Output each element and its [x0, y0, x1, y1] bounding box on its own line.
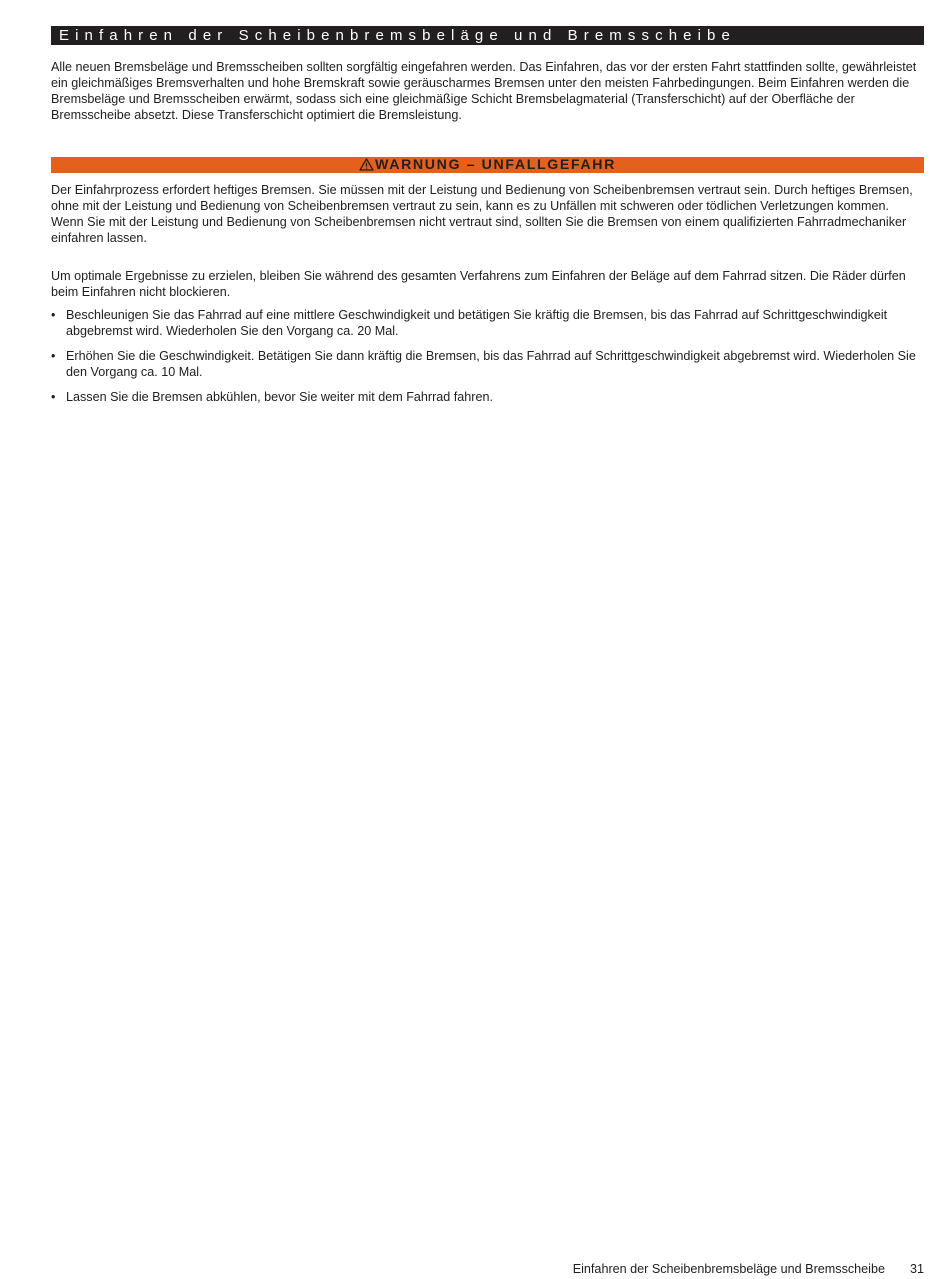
warning-title: WARNUNG – UNFALLGEFAHR: [375, 157, 616, 173]
list-item: [51, 307, 924, 339]
page-footer: [573, 1261, 924, 1277]
step-text: Lassen Sie die Bremsen abkühlen, bevor Sie weiter mit dem Fahrrad fahren.: [66, 390, 494, 404]
step-text: Erhöhen Sie die Geschwindigkeit. Betätigen Sie dann kräftig die Bremsen, bis das Fahrrad auf Schrittgeschwindigkeit abgebremst wird. Wiederholen Sie den Vorgang ca. 10 Mal.: [66, 349, 916, 379]
instructions-intro: Um optimale Ergebnisse zu erzielen, bleiben Sie während des gesamten Verfahrens zum Einfahren der Beläge auf dem Fahrrad sitzen. Die Räder dürfen beim Einfahren nicht blockieren.: [51, 269, 906, 299]
bullet-icon: •: [51, 308, 56, 322]
bullet-icon: •: [51, 390, 56, 404]
list-item: [51, 348, 924, 380]
footer-title: Einfahren der Scheibenbremsbeläge und Bremsscheibe: [572, 1262, 885, 1276]
warning-triangle-icon: [359, 158, 374, 176]
warning-text: Der Einfahrprozess erfordert heftiges Bremsen. Sie müssen mit der Leistung und Bedienung von Scheibenbremsen vertraut sein. Durch heftiges Bremsen, ohne mit der Leistung und Bedienung von Scheibenbremsen vertraut zu sein, kann es zu Unfällen mit schweren oder tödlichen Verletzungen kommen. Wenn Sie mit der Leistung und Bedienung von Scheibenbremsen nicht vertraut sind, sollten Sie die Bremsen von einem qualifizierten Fahrradmechaniker einfahren lassen.: [51, 183, 913, 245]
intro-paragraph: Alle neuen Bremsbeläge und Bremsscheiben sollten sorgfältig eingefahren werden. Das Einfahren, das vor der ersten Fahrt stattfinden sollte, gewährleistet ein gleichmäßiges Bremsverhalten und hohe Bremskraft sowie geräuscharmes Bremsen unter den meisten Fahrbedingungen. Beim Einfahren werden die Bremsbeläge und Bremsscheiben erwärmt, sodass sich eine gleichmäßige Schicht Bremsbelagmaterial (Transferschicht) auf der Oberfläche der Bremsscheibe absetzt. Diese Transferschicht optimiert die Bremsleistung.: [51, 60, 917, 122]
steps-list: [51, 307, 924, 405]
step-text: Beschleunigen Sie das Fahrrad auf eine mittlere Geschwindigkeit und betätigen Sie kräftig die Bremsen, bis das Fahrrad auf Schrittgeschwindigkeit abgebremst wird. Wiederholen Sie den Vorgang ca. 20 Mal.: [66, 308, 888, 338]
page-content: [51, 26, 924, 414]
list-item: [51, 389, 924, 405]
page-number: 31: [909, 1262, 924, 1276]
section-title: Einfahren der Scheibenbremsbeläge und Bremsscheibe: [51, 26, 924, 45]
warning-banner: [51, 157, 924, 173]
bullet-icon: •: [51, 349, 56, 363]
